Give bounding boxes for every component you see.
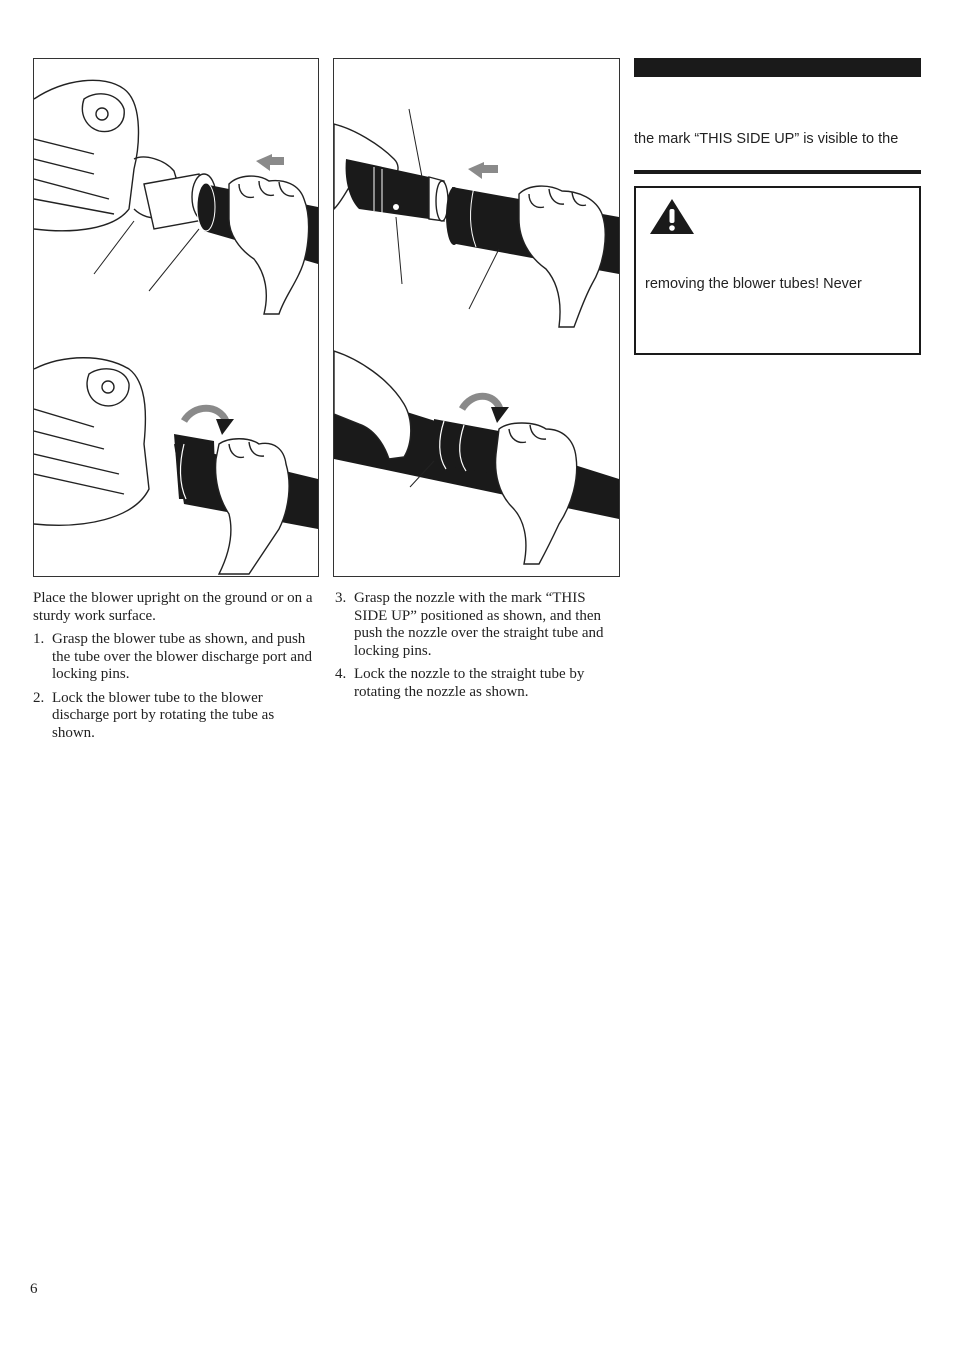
- rotate-arrow-nozzle: [462, 396, 509, 423]
- warning-box: [634, 186, 921, 355]
- step-list-middle: [335, 590, 610, 701]
- nozzle-illustration: [334, 59, 619, 576]
- left-column-text: [33, 590, 320, 748]
- hand-bottom: [216, 439, 290, 574]
- step-number: 1.: [33, 631, 45, 647]
- rotate-arrow-bottom: [184, 408, 234, 435]
- step-text: Lock the nozzle to the straight tube by rotating the nozzle as shown.: [354, 666, 585, 700]
- step-item: [33, 690, 320, 743]
- middle-column-text: [335, 590, 610, 707]
- page-number: 6: [30, 1281, 38, 1297]
- step-number: 4.: [335, 666, 347, 682]
- intro-paragraph: Place the blower upright on the ground or on a sturdy work surface.: [33, 590, 313, 624]
- push-arrow-top: [256, 154, 284, 171]
- figure-nozzle-assembly: [333, 58, 620, 577]
- figure-blower-tube-assembly: [33, 58, 319, 577]
- push-arrow-nozzle: [468, 162, 498, 179]
- hand-right-top: [519, 186, 605, 327]
- step-text: Grasp the nozzle with the mark “THIS SIDE UP” positioned as shown, and then push the nozzle over the straight tube and locking pins.: [354, 590, 604, 659]
- step-text: Grasp the blower tube as shown, and push the tube over the blower discharge port and locking pins.: [52, 631, 313, 682]
- step-list-left: [33, 631, 320, 742]
- step-text: Lock the blower tube to the blower discharge port by rotating the tube as shown.: [52, 689, 275, 741]
- step-item: [335, 590, 610, 660]
- step-number: 2.: [33, 689, 45, 706]
- step-number: 3.: [335, 590, 347, 606]
- right-column-partial-text: the mark “THIS SIDE UP” is visible to the: [634, 131, 899, 147]
- hand-top: [229, 176, 309, 314]
- step-item: [33, 631, 320, 684]
- warning-triangle-icon: [648, 196, 696, 236]
- section-divider: [634, 170, 921, 174]
- warning-partial-text: removing the blower tubes! Never: [645, 276, 862, 292]
- hand-right-bottom: [496, 423, 577, 564]
- step-item: [335, 666, 610, 701]
- blower-housing-bottom: [34, 358, 149, 525]
- section-header-bar: [634, 58, 921, 77]
- blower-tube-illustration: [34, 59, 318, 576]
